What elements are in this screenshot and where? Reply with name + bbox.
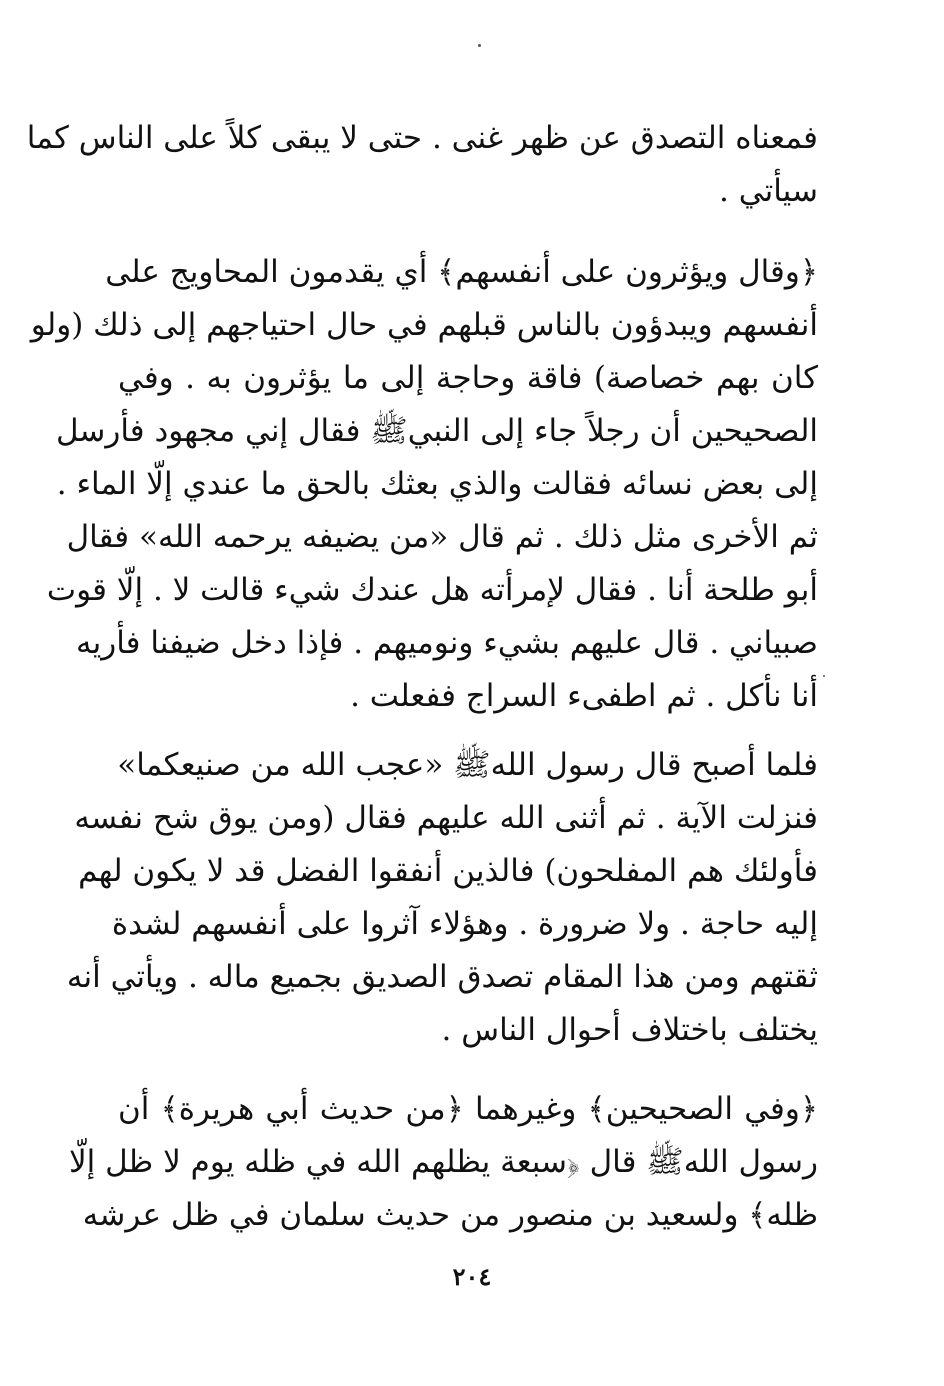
scan-speck xyxy=(478,44,481,47)
text-line: فأولئك هم المفلحون) فالذين أنفقوا الفضل قد لا يكون لهم xyxy=(78,853,818,889)
text-line: ثقتهم ومن هذا المقام تصدق الصديق بجميع ماله . ويأتي أنه xyxy=(66,959,818,995)
text-line: سيأتي . xyxy=(719,173,818,209)
paragraph-1 xyxy=(26,112,818,218)
text-line: ﴿وفي الصحيحين﴾ وغيرهما ﴿من حديث أبي هريرة﴾ أن xyxy=(118,1091,818,1127)
text-line: أبو طلحة أنا . فقال لإمرأته هل عندك شيء قالت لا . إلّا قوت xyxy=(46,572,818,608)
text-line: إلى بعض نسائه فقالت والذي بعثك بالحق ما عندي إلّا الماء . xyxy=(56,466,818,502)
text-line: أنا نأكل . ثم اطفىء السراج ففعلت . xyxy=(350,678,818,714)
paragraph-3 xyxy=(66,739,818,1057)
scan-speck xyxy=(823,675,825,677)
text-line: رسول اللهﷺ قال ﴿سبعة يظلهم الله في ظله يوم لا ظل إلّا xyxy=(68,1144,818,1180)
text-line: صبياني . قال عليهم بشيء ونوميهم . فإذا دخل ضيفنا فأريه xyxy=(76,625,818,661)
text-line: فلما أصبح قال رسول اللهﷺ «عجب الله من صنيعكما» xyxy=(117,747,818,783)
text-line: فمعناه التصدق عن ظهر غنى . حتى لا يبقى كلاً على الناس كما xyxy=(26,120,818,156)
text-line: يختلف باختلاف أحوال الناس . xyxy=(441,1012,818,1048)
text-line: ثم الأخرى مثل ذلك . ثم قال «من يضيفه يرحمه الله» فقال xyxy=(66,519,818,555)
text-line: ﴿وقال ويؤثرون على أنفسهم﴾ أي يقدمون المحاويج على xyxy=(105,254,818,290)
paragraph-4 xyxy=(68,1083,818,1242)
text-line: ظله﴾ ولسعيد بن منصور من حديث سلمان في ظل عرشه xyxy=(82,1197,818,1233)
text-line: إليه حاجة . ولا ضرورة . وهؤلاء آثروا على أنفسهم لشدة xyxy=(111,906,818,942)
text-line: كان بهم خصاصة) فاقة وحاجة إلى ما يؤثرون به . وفي xyxy=(118,360,818,396)
text-line: الصحيحين أن رجلاً جاء إلى النبيﷺ فقال إني مجهود فأرسل xyxy=(55,413,818,449)
page-number: ٢٠٤ xyxy=(452,1262,492,1291)
paragraph-2 xyxy=(30,246,818,723)
text-line: فنزلت الآية . ثم أثنى الله عليهم فقال (ومن يوق شح نفسه xyxy=(74,800,818,836)
text-line: أنفسهم ويبدؤون بالناس قبلهم في حال احتياجهم إلى ذلك (ولو xyxy=(30,307,818,343)
